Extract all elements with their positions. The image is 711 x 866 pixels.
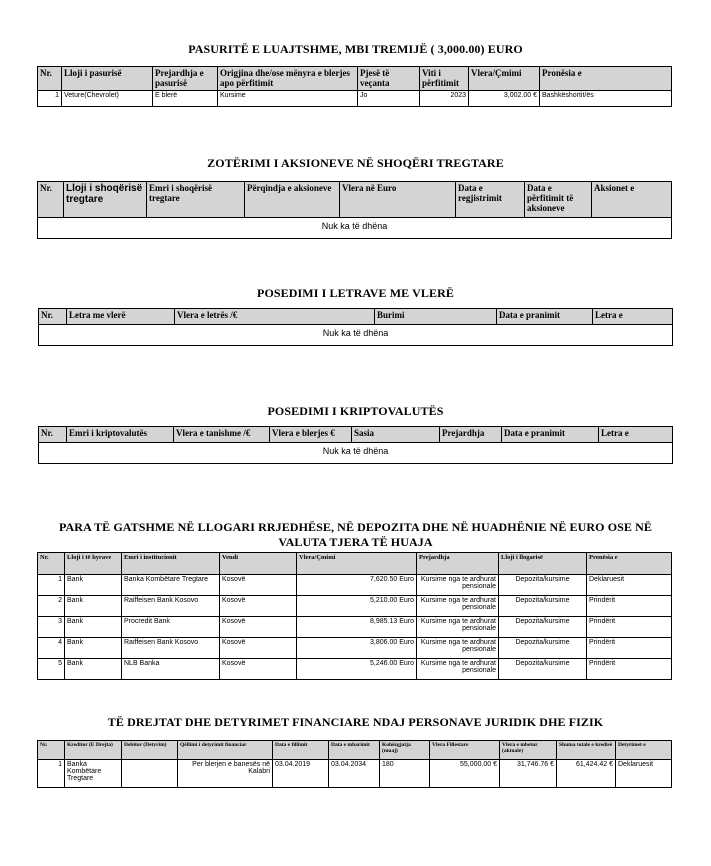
col-header: Nr. xyxy=(38,182,64,218)
section-title-securities: POSEDIMI I LETRAVE ME VLERË xyxy=(257,286,454,300)
col-header: Origjina dhe/ose mënyra e blerjes apo përfitimit xyxy=(218,67,358,91)
cell: 2 xyxy=(38,596,65,617)
col-header: Letra me vlerë xyxy=(67,309,175,325)
col-header: Data e pranimit xyxy=(497,309,593,325)
table-row xyxy=(38,638,672,659)
cell: Bank xyxy=(65,617,122,638)
cell: Kursime xyxy=(218,91,358,107)
empty-row xyxy=(38,218,672,239)
cell: 61,424.42 € xyxy=(557,760,616,788)
table-header-row xyxy=(39,309,673,325)
col-header: Nr. xyxy=(38,553,65,575)
cell: Depozita/kursime xyxy=(499,659,587,680)
cell: Depozita/kursime xyxy=(499,596,587,617)
cell: 1 xyxy=(38,91,62,107)
col-header: Kreditor (E Drejta) xyxy=(65,741,122,760)
col-header: Shuma totale e kredisë xyxy=(557,741,616,760)
col-header: Data e regjistrimit xyxy=(456,182,525,218)
col-header: Data e mbarimit xyxy=(329,741,380,760)
shares-table xyxy=(37,181,672,239)
col-header: Debitor (Detyrim) xyxy=(122,741,178,760)
col-header: Vlera Fillestare xyxy=(430,741,500,760)
col-header: Data e pranimit xyxy=(502,427,599,443)
cell: 2023 xyxy=(420,91,469,107)
col-header: Vlera/Çmimi xyxy=(297,553,417,575)
cell: 5,246.00 Euro xyxy=(297,659,417,680)
col-header: Aksionet e xyxy=(592,182,672,218)
empty-message: Nuk ka të dhëna xyxy=(39,443,673,464)
movable-assets-table xyxy=(37,66,672,107)
crypto-table xyxy=(38,426,673,464)
col-header: Burimi xyxy=(375,309,497,325)
cell: 55,000.00 € xyxy=(430,760,500,788)
cell: Prindërit xyxy=(587,659,672,680)
cell: Kursime nga te ardhurat pensionale xyxy=(417,638,499,659)
empty-message: Nuk ka të dhëna xyxy=(38,218,672,239)
cell xyxy=(122,760,178,788)
cell: Bank xyxy=(65,596,122,617)
col-header: Qëllimi i detyrimit financiar xyxy=(178,741,273,760)
section-title-movable-assets: PASURITË E LUAJTSHME, MBI TREMIJË ( 3,000.00) EURO xyxy=(188,42,523,56)
col-header: Prejardhja xyxy=(440,427,502,443)
col-header: Emri i shoqërisë tregtare xyxy=(147,182,245,218)
cell: Depozita/kursime xyxy=(499,575,587,596)
cell: 31,746.76 € xyxy=(500,760,557,788)
col-header: Viti i përfitimit xyxy=(420,67,469,91)
cell: Prindërit xyxy=(587,596,672,617)
table-row xyxy=(38,760,672,788)
table-row xyxy=(38,596,672,617)
col-header: Lloji i shoqërisë tregtare xyxy=(64,182,147,218)
col-header: Letra e xyxy=(593,309,673,325)
cell: 5 xyxy=(38,659,65,680)
cell: 3 xyxy=(38,617,65,638)
cell: Bank xyxy=(65,659,122,680)
col-header: Prejardhja e pasurisë xyxy=(153,67,218,91)
cell: Kosovë xyxy=(220,617,297,638)
cell: Banka Kombëtare Tregtare xyxy=(65,760,122,788)
col-header: Vlera e letrës /€ xyxy=(175,309,375,325)
cell: 8,985.13 Euro xyxy=(297,617,417,638)
securities-table xyxy=(38,308,673,346)
col-header: Nr. xyxy=(39,427,67,443)
cell: 3,806.00 Euro xyxy=(297,638,417,659)
cell: Depozita/kursime xyxy=(499,617,587,638)
cell: Deklaruesit xyxy=(616,760,672,788)
cell: 7,620.50 Euro xyxy=(297,575,417,596)
section-title-shares: ZOTËRIMI I AKSIONEVE NË SHOQËRI TREGTARE xyxy=(207,156,504,170)
cell: Per blerjen e banesës në Kalabri xyxy=(178,760,273,788)
col-header: Detyrimet e xyxy=(616,741,672,760)
col-header: Sasia xyxy=(352,427,440,443)
table-row xyxy=(38,575,672,596)
cell: Jo xyxy=(358,91,420,107)
cell: Bank xyxy=(65,638,122,659)
col-header: Data e përfitimit të aksioneve xyxy=(525,182,592,218)
cell: Kursime nga te ardhurat pensionale xyxy=(417,659,499,680)
table-header-row xyxy=(39,427,673,443)
col-header: Nr. xyxy=(38,741,65,760)
table-header-row xyxy=(38,67,672,91)
cell: Kursime nga te ardhurat pensionale xyxy=(417,617,499,638)
cell: 4 xyxy=(38,638,65,659)
cell: Prindërit xyxy=(587,617,672,638)
cell: Veture(Chevrolet) xyxy=(62,91,153,107)
col-header: Përqindja e aksioneve xyxy=(245,182,340,218)
section-title-crypto: POSEDIMI I KRIPTOVALUTËS xyxy=(267,404,444,418)
cell: Prindërit xyxy=(587,638,672,659)
table-row xyxy=(38,91,672,107)
col-header: Pronësia e xyxy=(587,553,672,575)
cell: Depozita/kursime xyxy=(499,638,587,659)
cell: Kosovë xyxy=(220,638,297,659)
cell: 180 xyxy=(380,760,430,788)
empty-row xyxy=(39,325,673,346)
col-header: Vlera/Çmimi xyxy=(469,67,540,91)
col-header: Vlera e mbetur (aktuale) xyxy=(500,741,557,760)
section-title-line: VALUTA TJERA TË HUAJA xyxy=(278,535,433,549)
section-title-line: PARA TË GATSHME NË LLOGARI RRJEDHËSE, NË DEPOZITA DHE NË HUADHËNIE NË EURO OSE NË xyxy=(59,520,652,534)
cell: 1 xyxy=(38,760,65,788)
cell: Kursime nga te ardhurat pensionale xyxy=(417,575,499,596)
col-header: Prejardhja xyxy=(417,553,499,575)
col-header: Vlera në Euro xyxy=(340,182,456,218)
cell: 03.04.2034 xyxy=(329,760,380,788)
cell: 3,002.00 € xyxy=(469,91,540,107)
col-header: Kohëzgjatja (muaj) xyxy=(380,741,430,760)
cell: Bashkëshortit/ës xyxy=(540,91,672,107)
cell: 5,210.00 Euro xyxy=(297,596,417,617)
cell: Kursime nga te ardhurat pensionale xyxy=(417,596,499,617)
cell: Raiffeisen Bank Kosovo xyxy=(122,638,220,659)
col-header: Letra e xyxy=(599,427,673,443)
cell: Banka Kombëtare Tregtare xyxy=(122,575,220,596)
col-header: Pjesë të veçanta xyxy=(358,67,420,91)
table-row xyxy=(38,617,672,638)
col-header: Data e fillimit xyxy=(273,741,329,760)
cell: Deklaruesit xyxy=(587,575,672,596)
col-header: Lloji i të hyrave xyxy=(65,553,122,575)
cell: Kosovë xyxy=(220,575,297,596)
col-header: Vlera e tanishme /€ xyxy=(174,427,270,443)
col-header: Emri i kriptovalutës xyxy=(67,427,174,443)
col-header: Pronësia e xyxy=(540,67,672,91)
col-header: Nr. xyxy=(38,67,62,91)
section-title-financial-obligations: TË DREJTAT DHE DETYRIMET FINANCIARE NDAJ PERSONAVE JURIDIK DHE FIZIK xyxy=(107,715,604,729)
table-header-row xyxy=(38,182,672,218)
cell: Bank xyxy=(65,575,122,596)
col-header: Nr. xyxy=(39,309,67,325)
cell: Raiffeisen Bank Kosovo xyxy=(122,596,220,617)
col-header: Vlera e blerjes € xyxy=(270,427,352,443)
table-row xyxy=(38,659,672,680)
cell: Kosovë xyxy=(220,659,297,680)
col-header: Lloji i pasurisë xyxy=(62,67,153,91)
col-header: Lloji i llogarisë xyxy=(499,553,587,575)
financial-obligations-table xyxy=(37,740,672,788)
cell: Procredit Bank xyxy=(122,617,220,638)
table-header-row xyxy=(38,741,672,760)
col-header: Vendi xyxy=(220,553,297,575)
section-title-cash xyxy=(0,520,711,550)
cell: 03.04.2019 xyxy=(273,760,329,788)
col-header: Emri i institucionit xyxy=(122,553,220,575)
cell: 1 xyxy=(38,575,65,596)
cash-table xyxy=(37,552,672,680)
cell: Kosovë xyxy=(220,596,297,617)
cell: E blerë xyxy=(153,91,218,107)
empty-row xyxy=(39,443,673,464)
table-header-row xyxy=(38,553,672,575)
empty-message: Nuk ka të dhëna xyxy=(39,325,673,346)
cell: NLB Banka xyxy=(122,659,220,680)
